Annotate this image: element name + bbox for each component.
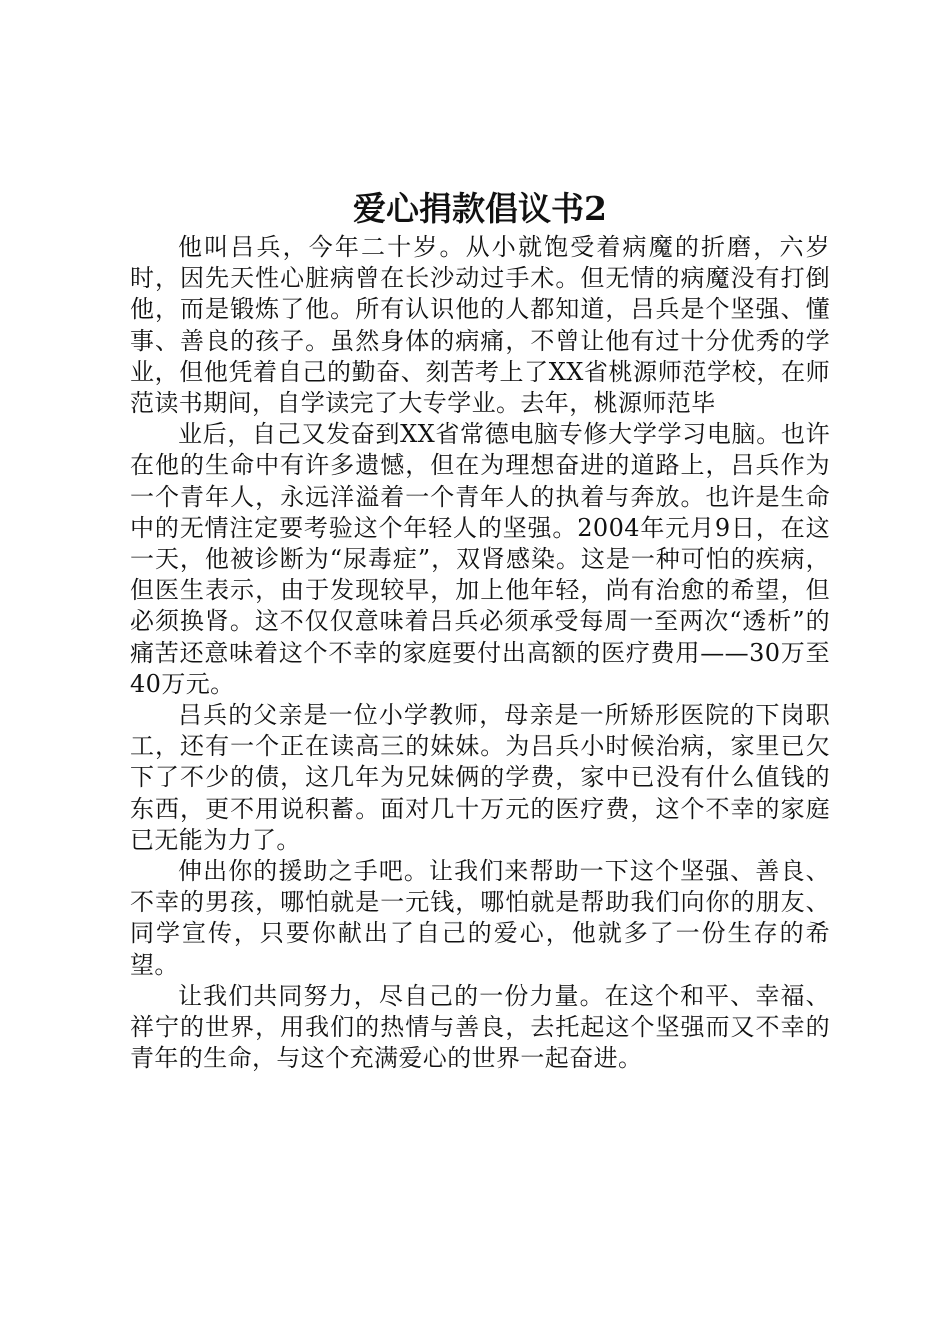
- paragraph-4: 伸出你的援助之手吧。让我们来帮助一下这个坚强、善良、不幸的男孩，哪怕就是一元钱，哪怕就是帮助我们向你的朋友、同学宣传，只要你献出了自己的爱心，他就多了一份生存的希望。: [130, 857, 830, 979]
- paragraph-5: 让我们共同努力，尽自己的一份力量。在这个和平、幸福、祥宁的世界，用我们的热情与善良，去托起这个坚强而又不幸的青年的生命，与这个充满爱心的世界一起奋进。: [130, 981, 830, 1073]
- paragraph-2: 业后，自己又发奋到XX省常德电脑专修大学学习电脑。也许在他的生命中有许多遗憾，但在为理想奋进的道路上，吕兵作为一个青年人，永远洋溢着一个青年人的执着与奔放。也许是生命中的无情注定要考验这个年轻人的坚强。2004年元月9日，在这一天，他被诊断为“尿毒症”，双肾感染。这是一种可怕的疾病，但医生表示，由于发现较早，加上他年轻，尚有治愈的希望，但必须换肾。这不仅仅意味着吕兵必须承受每周一至两次“透析”的痛苦还意味着这个不幸的家庭要付出高额的医疗费用——30万至40万元。: [130, 420, 830, 698]
- paragraph-1: 他叫吕兵，今年二十岁。从小就饱受着病魔的折磨，六岁时，因先天性心脏病曾在长沙动过手术。但无情的病魔没有打倒他，而是锻炼了他。所有认识他的人都知道，吕兵是个坚强、懂事、善良的孩子。虽然身体的病痛，不曾让他有过十分优秀的学业，但他凭着自己的勤奋、刻苦考上了XX省桃源师范学校，在师范读书期间，自学读完了大专学业。去年，桃源师范毕: [130, 233, 830, 418]
- paragraph-3: 吕兵的父亲是一位小学教师，母亲是一所矫形医院的下岗职工，还有一个正在读高三的妹妹。为吕兵小时候治病，家里已欠下了不少的债，这几年为兄妹俩的学费，家中已没有什么值钱的东西，更不用说积蓄。面对几十万元的医疗费，这个不幸的家庭已无能为力了。: [130, 701, 830, 854]
- document-title: 爱心捐款倡议书2: [353, 189, 607, 228]
- document-body: [130, 232, 830, 1074]
